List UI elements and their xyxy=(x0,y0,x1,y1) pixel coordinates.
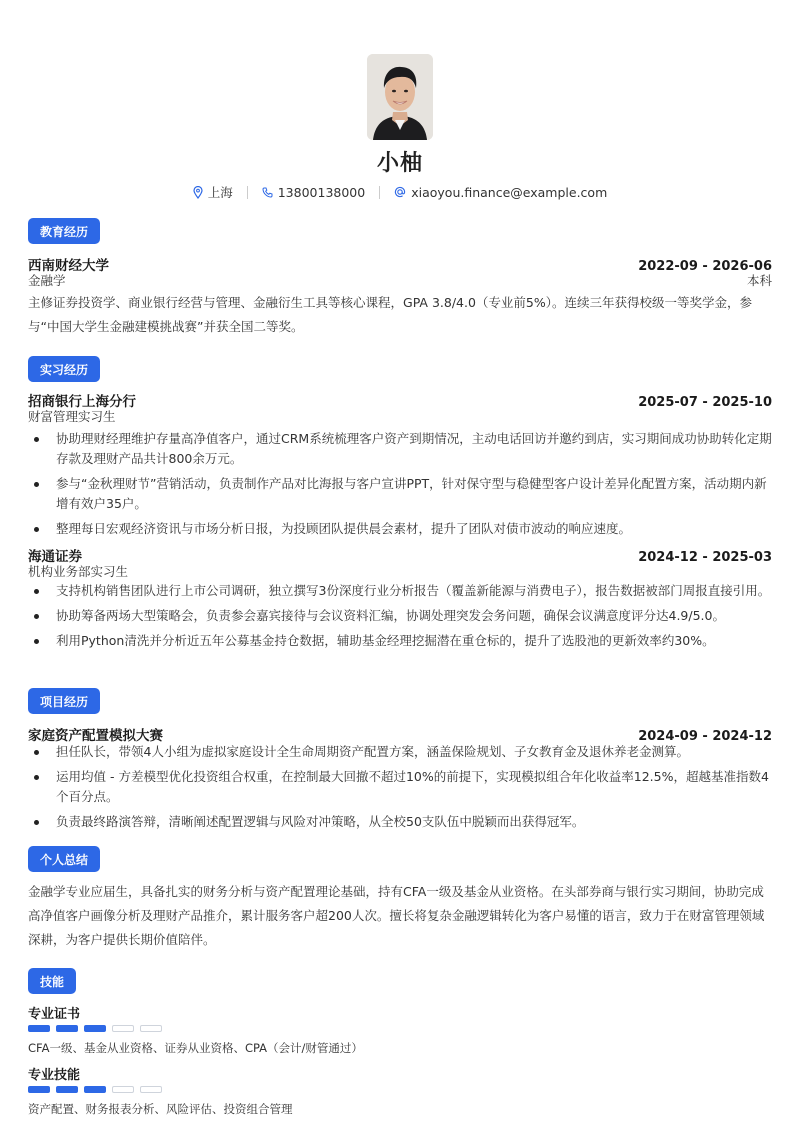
candidate-name: 小柚 xyxy=(376,151,423,176)
education-major: 金融学 xyxy=(28,273,66,288)
education-description: 主修证券投资学、商业银行经营与管理、金融衍生工具等核心课程，GPA 3.8/4.0（专业前5%）。连续三年获得校级一等奖学金，参与“中国大学生金融建模挑战赛”并获全国二等奖。 xyxy=(28,295,753,334)
bullet-text: 协助理财经理维护存量高净值客户，通过CRM系统梳理客户资产到期情况，主动电话回访并邀约到店，实习期间成功协助转化定期存款及理财产品共计800余万元。 xyxy=(56,431,772,466)
bullet-dot xyxy=(34,820,39,825)
contact-divider xyxy=(247,186,248,199)
bullet-dot xyxy=(34,482,39,487)
skill-level-bar xyxy=(28,1086,162,1093)
education-dates: 2022-09 - 2026-06 xyxy=(638,259,772,274)
location-pin-icon xyxy=(193,186,203,199)
internship-header xyxy=(28,545,772,565)
list-item xyxy=(28,742,772,762)
contact-location xyxy=(193,183,233,201)
skill-level-segment-filled xyxy=(28,1025,50,1032)
skill-level-segment-filled xyxy=(28,1086,50,1093)
location-text: 上海 xyxy=(207,185,233,200)
list-item xyxy=(28,519,772,539)
bullet-dot xyxy=(34,750,39,755)
education-header xyxy=(28,254,772,274)
contact-email xyxy=(394,185,607,200)
list-item xyxy=(28,767,772,807)
bullet-text: 协助筹备两场大型策略会，负责参会嘉宾接待与会议资料汇编，协调处理突发会务问题，确保会议满意度评分达4.9/5.0。 xyxy=(56,608,725,623)
bullet-dot xyxy=(34,589,39,594)
skill-level-segment-filled xyxy=(84,1025,106,1032)
skill-level-segment-empty xyxy=(112,1025,134,1032)
bullet-text: 参与“金秋理财节”营销活动，负责制作产品对比海报与客户宣讲PPT，针对保守型与稳健型客户设计差异化配置方案，活动期内新增有效户35户。 xyxy=(56,476,767,511)
skill-text: 资产配置、财务报表分析、风险评估、投资组合管理 xyxy=(28,1102,293,1116)
bullet-text: 整理每日宏观经济资讯与市场分析日报，为投顾团队提供晨会素材，提升了团队对债市波动的响应速度。 xyxy=(56,521,632,536)
at-sign-icon xyxy=(394,186,406,198)
contact-phone xyxy=(262,185,365,200)
bullet-dot xyxy=(34,614,39,619)
skill-text: CFA一级、基金从业资格、证券从业资格、CPA（会计/财管通过） xyxy=(28,1041,363,1055)
education-degree: 本科 xyxy=(746,273,772,288)
contact-row xyxy=(0,183,800,201)
skill-title: 专业证书 xyxy=(28,1007,81,1022)
list-item xyxy=(28,429,772,469)
section-project-label: 项目经历 xyxy=(28,688,100,714)
bullet-dot xyxy=(34,527,39,532)
section-education-label: 教育经历 xyxy=(28,218,100,244)
skill-level-bar xyxy=(28,1025,162,1032)
skill-level-segment-empty xyxy=(112,1086,134,1093)
list-item xyxy=(28,631,772,651)
skill-level-segment-filled xyxy=(56,1086,78,1093)
bullet-dot xyxy=(34,639,39,644)
project-header xyxy=(28,724,772,744)
project-name: 家庭资产配置模拟大赛 xyxy=(28,728,163,744)
section-skills-label: 技能 xyxy=(28,968,76,994)
internship-role: 机构业务部实习生 xyxy=(28,564,129,579)
internship-header xyxy=(28,390,772,410)
bullet-text: 担任队长，带领4人小组为虚拟家庭设计全生命周期资产配置方案，涵盖保险规划、子女教育金及退休养老金测算。 xyxy=(56,744,689,759)
bullet-text: 支持机构销售团队进行上市公司调研，独立撰写3份深度行业分析报告（覆盖新能源与消费电子），报告数据被部门周报直接引用。 xyxy=(56,583,771,598)
summary-text: 金融学专业应届生，具备扎实的财务分析与资产配置理论基础，持有CFA一级及基金从业资格。在头部券商与银行实习期间，协助完成高净值客户画像分析及理财产品推介，累计服务客户超200人次。擅长将复杂金融逻辑转化为客户易懂的语言，致力于在财富管理领域深耕，为客户提供长期价值陪伴。 xyxy=(28,884,765,947)
internship-bullets xyxy=(28,581,772,656)
internship-dates: 2024-12 - 2025-03 xyxy=(638,550,772,565)
section-summary-label: 个人总结 xyxy=(28,846,100,872)
project-bullets xyxy=(28,742,772,837)
bullet-dot xyxy=(34,775,39,780)
company-name: 海通证券 xyxy=(28,549,82,565)
contact-divider xyxy=(379,186,380,199)
skill-level-segment-filled xyxy=(84,1086,106,1093)
skill-level-segment-filled xyxy=(56,1025,78,1032)
project-dates: 2024-09 - 2024-12 xyxy=(638,729,772,744)
skill-level-segment-empty xyxy=(140,1025,162,1032)
phone-icon xyxy=(262,187,273,198)
bullet-text: 利用Python清洗并分析近五年公募基金持仓数据，辅助基金经理挖掘潜在重仓标的，提升了选股池的更新效率约30%。 xyxy=(56,633,715,648)
internship-bullets xyxy=(28,429,772,544)
skill-title: 专业技能 xyxy=(28,1068,81,1083)
list-item xyxy=(28,606,772,626)
skill-level-segment-empty xyxy=(140,1086,162,1093)
list-item xyxy=(28,474,772,514)
section-internship-label: 实习经历 xyxy=(28,356,100,382)
school-name: 西南财经大学 xyxy=(28,258,109,274)
email-text: xiaoyou.finance@example.com xyxy=(411,184,608,200)
phone-text: 13800138000 xyxy=(277,184,366,200)
bullet-dot xyxy=(34,437,39,442)
company-name: 招商银行上海分行 xyxy=(28,394,136,410)
internship-role: 财富管理实习生 xyxy=(28,409,116,424)
internship-dates: 2025-07 - 2025-10 xyxy=(638,395,772,410)
profile-photo xyxy=(367,54,433,140)
bullet-text: 运用均值 - 方差模型优化投资组合权重，在控制最大回撤不超过10%的前提下，实现模拟组合年化收益率12.5%，超越基准指数4个百分点。 xyxy=(56,769,769,804)
bullet-text: 负责最终路演答辩，清晰阐述配置逻辑与风险对冲策略，从全校50支队伍中脱颖而出获得冠军。 xyxy=(56,814,585,829)
list-item xyxy=(28,812,772,832)
list-item xyxy=(28,581,772,601)
